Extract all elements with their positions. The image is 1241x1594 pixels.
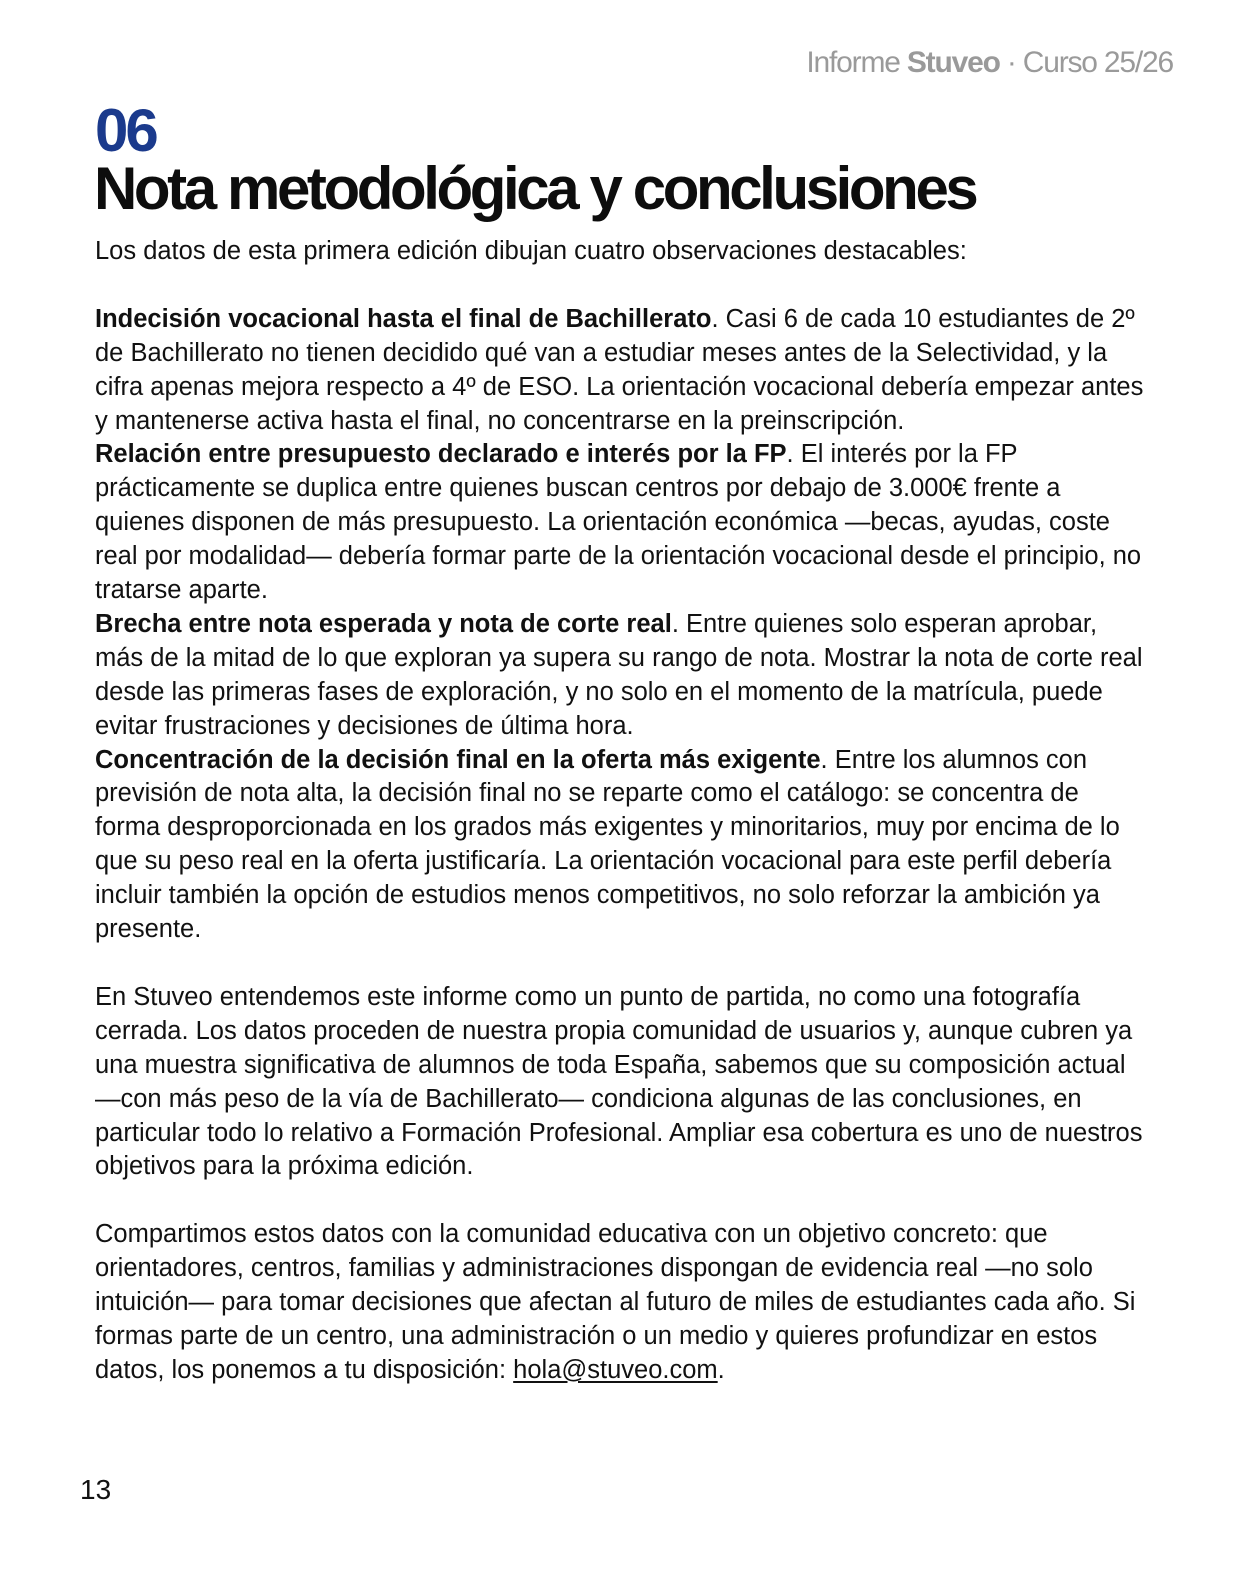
observation-text: . Casi 6 de cada 10 estudiantes de 2º de Bachillerato no tienen decidido qué van a estudiar meses antes de la Selectividad, y la cifra apenas mejora respecto a 4º de ESO. La orientación vocacional debería empezar antes y mantenerse activa hasta el final, no concentrarse en la preinscripción. (95, 304, 1144, 435)
observation-heading: Concentración de la decisión final en la oferta más exigente (95, 745, 821, 774)
observation-text: . Entre los alumnos con previsión de nota alta, la decisión final no se reparte como el catálogo: se concentra de forma desproporcionada en los grados más exigentes y minoritarios, muy por encima de lo que su peso real en la oferta justificaría. La orientación vocacional para este perfil debería incluir también la opción de estudios menos competitivos, no solo reforzar la ambición ya presente. (95, 745, 1120, 944)
observation-item (95, 744, 1145, 947)
observation-text: . El interés por la FP prácticamente se duplica entre quienes buscan centros por debajo de 3.000€ frente a quienes disponen de más presupuesto. La orientación económica —becas, ayudas, coste real por modalidad— debería formar parte de la orientación vocacional desde el principio, no tratarse aparte. (95, 440, 1142, 605)
observation-item (95, 608, 1145, 744)
observation-heading: Indecisión vocacional hasta el final de Bachillerato (95, 304, 712, 333)
header-brand: Stuveo (906, 46, 1000, 79)
section-number: 06 (95, 97, 156, 164)
closing-end: . (717, 1355, 725, 1384)
closing-text: Compartimos estos datos con la comunidad educativa con un objetivo concreto: que orientadores, centros, familias y administraciones dispongan de evidencia real —no solo intuición— para tomar decisiones que afectan al futuro de miles de estudiantes cada año. Si formas parte de un centro, una administración o un medio y quieres profundizar en estos datos, los ponemos a tu disposición: (95, 1220, 1136, 1384)
body-text (95, 235, 1145, 1388)
observation-text: . Entre quienes solo esperan aprobar, más de la mitad de lo que exploran ya supera su rango de nota. Mostrar la nota de corte real desde las primeras fases de exploración, y no solo en el momento de la matrícula, puede evitar frustraciones y decisiones de última hora. (95, 609, 1143, 740)
intro-paragraph: Los datos de esta primera edición dibujan cuatro observaciones destacables: (95, 237, 967, 265)
paragraph-gap (95, 1184, 1145, 1218)
email-link[interactable]: hola@stuveo.com (513, 1355, 718, 1384)
observation-heading: Brecha entre nota esperada y nota de corte real (95, 609, 672, 638)
report-header (806, 46, 1173, 80)
page-title: Nota metodológica y conclusiones (94, 155, 976, 222)
header-prefix: Informe (806, 46, 907, 79)
closing-paragraph (95, 1218, 1145, 1388)
paragraph-gap (95, 269, 1145, 303)
observation-item (95, 438, 1145, 608)
methodology-paragraph: En Stuveo entendemos este informe como un punto de partida, no como una fotografía cerrada. Los datos proceden de nuestra propia comunidad de usuarios y, aunque cubren ya una muestra significativa de alumnos de toda España, sabemos que su composición actual —con más peso de la vía de Bachillerato— condiciona algunas de las conclusiones, en particular todo lo relativo a Formación Profesional. Ampliar esa cobertura es uno de nuestros objetivos para la próxima edición. (95, 982, 1143, 1181)
observation-heading: Relación entre presupuesto declarado e interés por la FP (95, 440, 787, 469)
header-suffix: · Curso 25/26 (999, 46, 1173, 79)
paragraph-gap (95, 947, 1145, 981)
page-number: 13 (80, 1474, 112, 1505)
observation-item (95, 303, 1145, 439)
